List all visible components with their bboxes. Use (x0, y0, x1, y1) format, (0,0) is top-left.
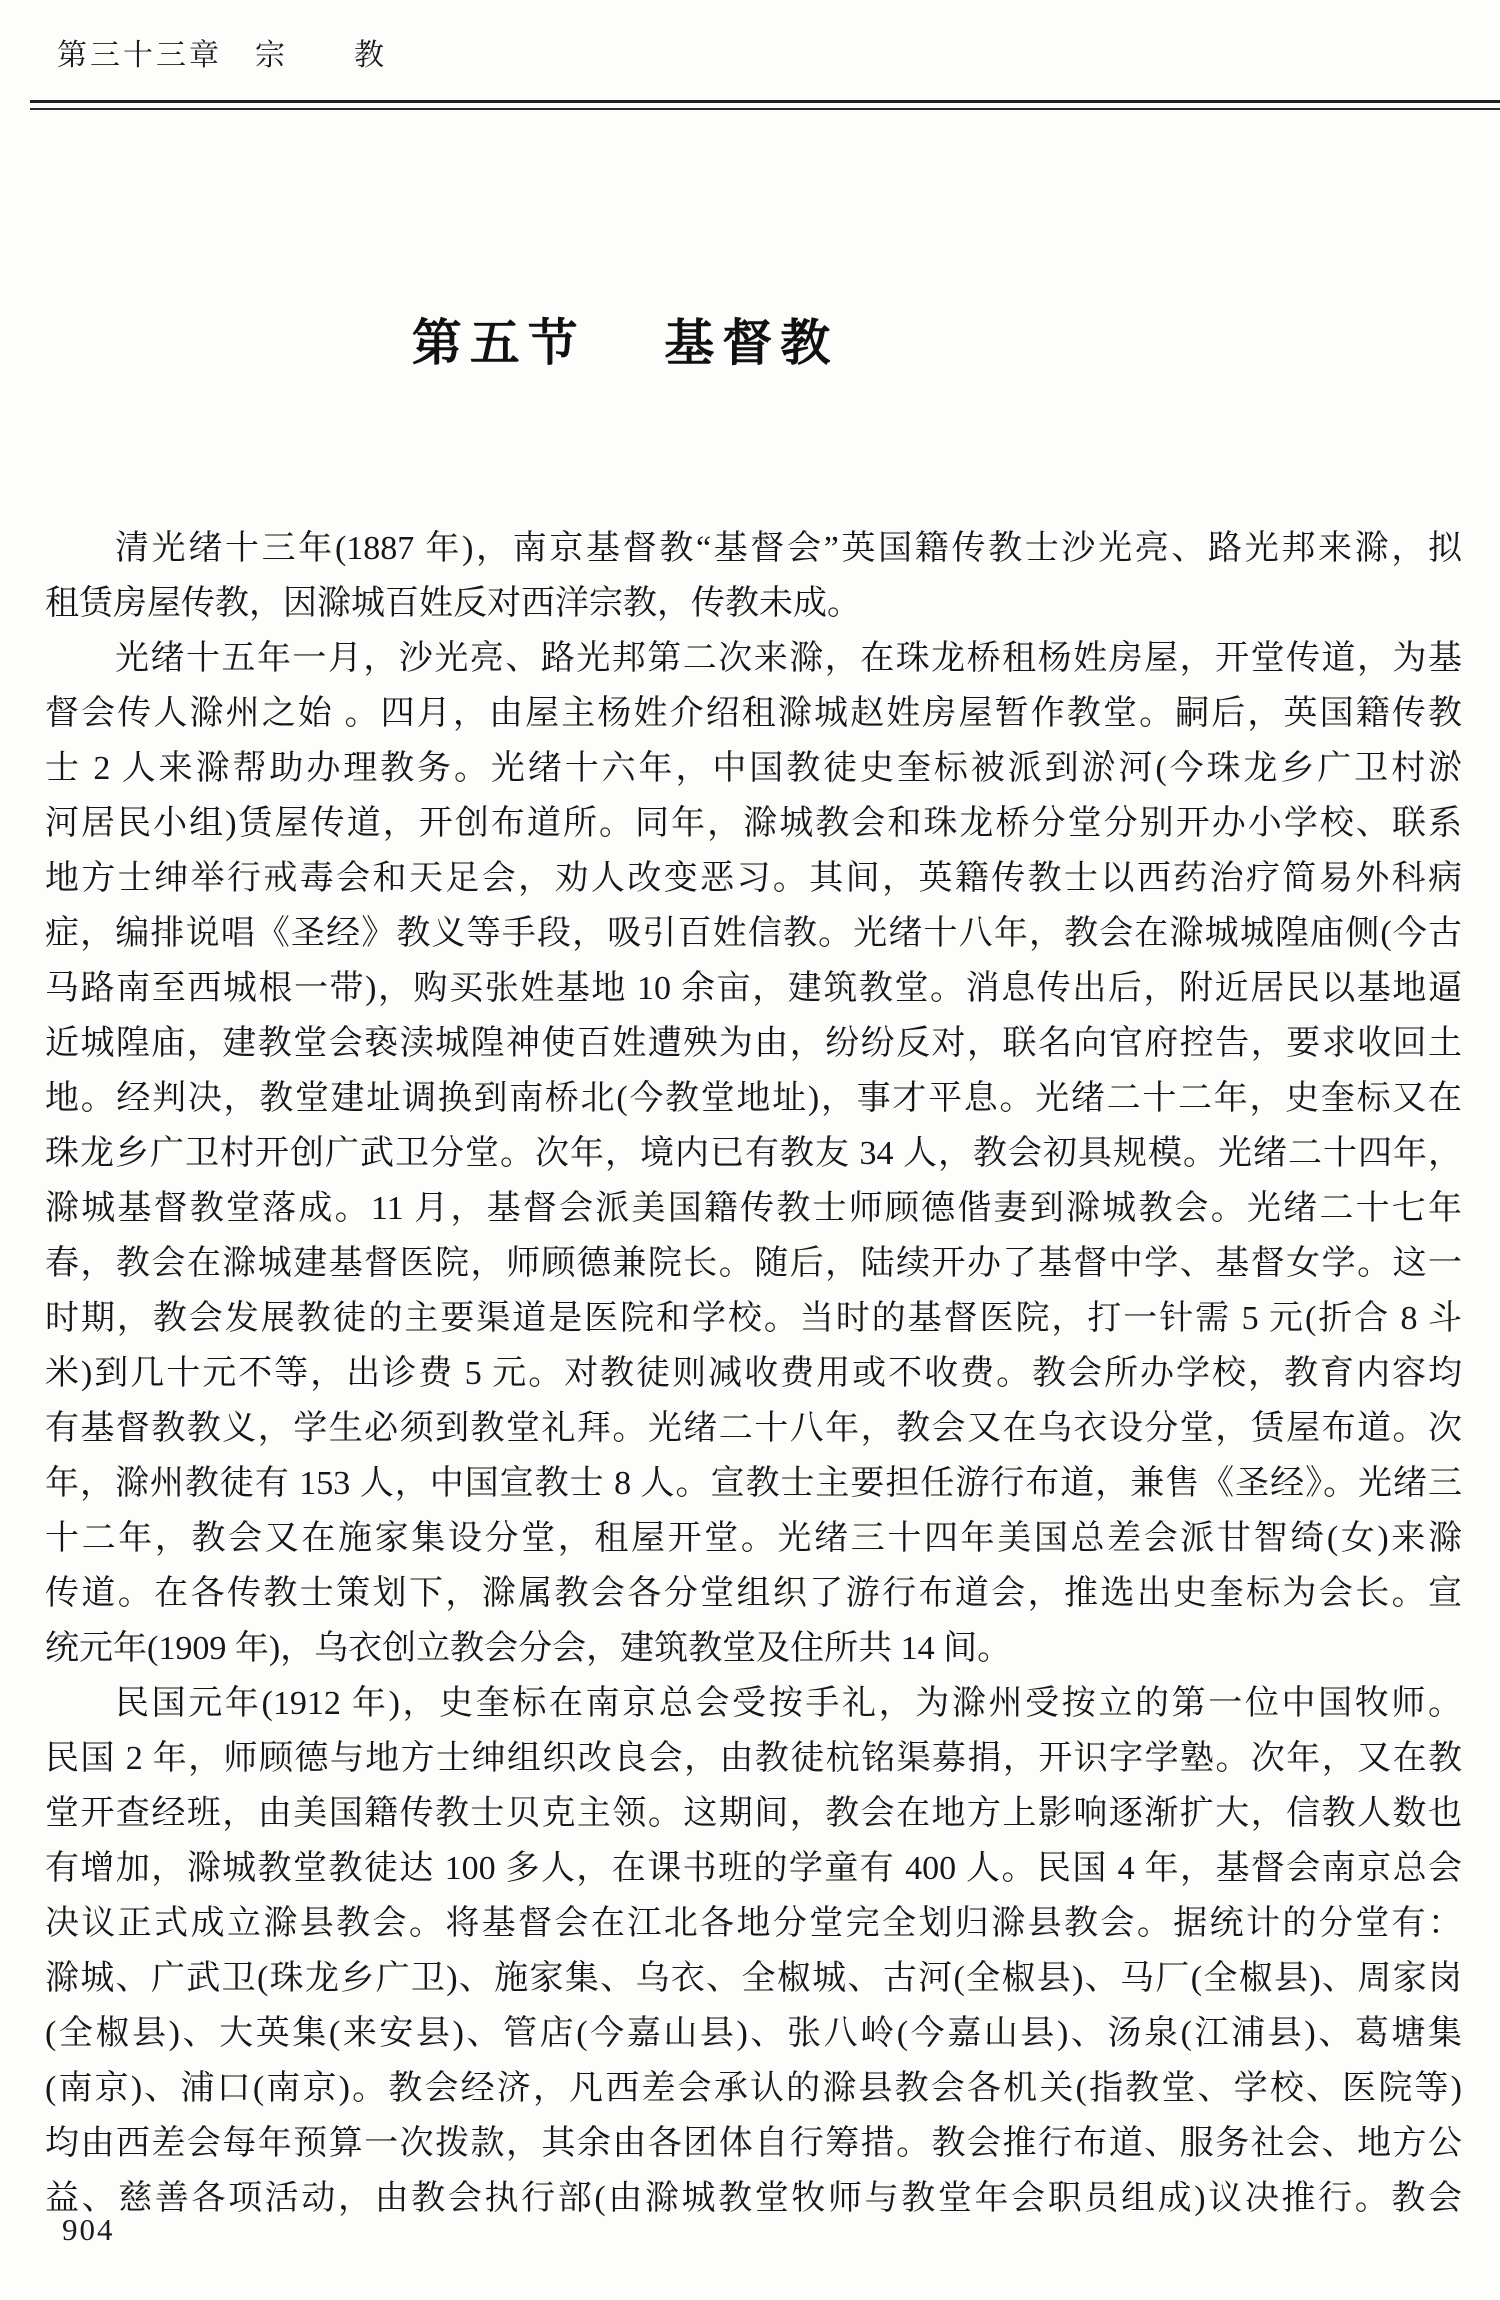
text-line: 民国元年(1912 年)，史奎标在南京总会受按手礼，为滁州受按立的第一位中国牧师。 (115, 1685, 1462, 1722)
paragraph (45, 521, 1462, 631)
text-line: 症，编排说唱《圣经》教义等手段，吸引百姓信教。光绪十八年，教会在滁城城隍庙侧(今古 (45, 915, 1462, 952)
text-line: 租赁房屋传教，因滁城百姓反对西洋宗教，传教未成。 (45, 585, 861, 622)
text-line: 米)到几十元不等，出诊费 5 元。对教徒则减收费用或不收费。教会所办学校，教育内容均 (45, 1355, 1462, 1392)
text-line: 督会传人滁州之始 。四月，由屋主杨姓介绍租滁城赵姓房屋暂作教堂。嗣后，英国籍传教 (45, 695, 1462, 732)
text-line: 春，教会在滁城建基督医院，师顾德兼院长。随后，陆续开办了基督中学、基督女学。这一 (45, 1245, 1462, 1282)
text-line: 决议正式成立滁县教会。将基督会在江北各地分堂完全划归滁县教会。据统计的分堂有： (45, 1905, 1462, 1942)
paragraph (45, 1676, 1462, 2226)
text-line: 时期，教会发展教徒的主要渠道是医院和学校。当时的基督医院，打一针需 5 元(折合 8 斗 (45, 1300, 1462, 1337)
body-text (45, 521, 1462, 2226)
text-line: 河居民小组)赁屋传道，开创布道所。同年，滁城教会和珠龙桥分堂分别开办小学校、联系 (45, 805, 1462, 842)
text-line: 年，滁州教徒有 153 人，中国宣教士 8 人。宣教士主要担任游行布道，兼售《圣经》。光绪三 (45, 1465, 1462, 1502)
text-line: 益、慈善各项活动，由教会执行部(由滁城教堂牧师与教堂年会职员组成)议决推行。教会 (45, 2180, 1462, 2217)
text-line: 传道。在各传教士策划下，滁属教会各分堂组织了游行布道会，推选出史奎标为会长。宣 (45, 1575, 1462, 1612)
text-line: 光绪十五年一月，沙光亮、路光邦第二次来滁，在珠龙桥租杨姓房屋，开堂传道，为基 (115, 640, 1462, 677)
text-line: 士 2 人来滁帮助办理教务。光绪十六年，中国教徒史奎标被派到淤河(今珠龙乡广卫村淤 (45, 750, 1462, 787)
text-line: 地方士绅举行戒毒会和天足会，劝人改变恶习。其间，英籍传教士以西药治疗简易外科病 (45, 860, 1462, 897)
text-line: 均由西差会每年预算一次拨款，其余由各团体自行筹措。教会推行布道、服务社会、地方公 (45, 2125, 1462, 2162)
text-line: 清光绪十三年(1887 年)，南京基督教“基督会”英国籍传教士沙光亮、路光邦来滁，拟 (115, 530, 1462, 567)
running-header-chapter: 第三十三章 宗 教 (57, 39, 387, 72)
page-number: 904 (62, 2212, 115, 2247)
text-line: 民国 2 年，师顾德与地方士绅组织改良会，由教徒杭铭渠募捐，开识字学塾。次年，又在教 (45, 1740, 1462, 1777)
text-line: (南京)、浦口(南京)。教会经济，凡西差会承认的滁县教会各机关(指教堂、学校、医院等) (45, 2070, 1462, 2107)
text-line: 有增加，滁城教堂教徒达 100 多人，在课书班的学童有 400 人。民国 4 年，基督会南京总会 (45, 1850, 1462, 1887)
text-line: 马路南至西城根一带)，购买张姓基地 10 余亩，建筑教堂。消息传出后，附近居民以基地逼 (45, 970, 1462, 1007)
text-line: 有基督教教义，学生必须到教堂礼拜。光绪二十八年，教会又在乌衣设分堂，赁屋布道。次 (45, 1410, 1462, 1447)
text-line: 地。经判决，教堂建址调换到南桥北(今教堂地址)，事才平息。光绪二十二年，史奎标又在 (45, 1080, 1462, 1117)
paragraph (45, 631, 1462, 1676)
text-line: 堂开查经班，由美国籍传教士贝克主领。这期间，教会在地方上影响逐渐扩大，信教人数也 (45, 1795, 1462, 1832)
text-line: (全椒县)、大英集(来安县)、管店(今嘉山县)、张八岭(今嘉山县)、汤泉(江浦县)、葛塘集 (45, 2015, 1462, 2052)
section-title: 第五节 基督教 (411, 315, 839, 371)
text-line: 十二年，教会又在施家集设分堂，租屋开堂。光绪三十四年美国总差会派甘智绮(女)来滁 (45, 1520, 1462, 1557)
text-line: 统元年(1909 年)，乌衣创立教会分会，建筑教堂及住所共 14 间。 (45, 1630, 1012, 1667)
text-line: 近城隍庙，建教堂会亵渎城隍神使百姓遭殃为由，纷纷反对，联名向官府控告，要求收回土 (45, 1025, 1462, 1062)
text-line: 珠龙乡广卫村开创广武卫分堂。次年，境内已有教友 34 人，教会初具规模。光绪二十四年， (45, 1135, 1462, 1172)
text-line: 滁城基督教堂落成。11 月，基督会派美国籍传教士师顾德偕妻到滁城教会。光绪二十七年 (45, 1190, 1462, 1227)
header-double-rule (30, 100, 1500, 110)
text-line: 滁城、广武卫(珠龙乡广卫)、施家集、乌衣、全椒城、古河(全椒县)、马厂(全椒县)、周家岗 (45, 1960, 1462, 1997)
